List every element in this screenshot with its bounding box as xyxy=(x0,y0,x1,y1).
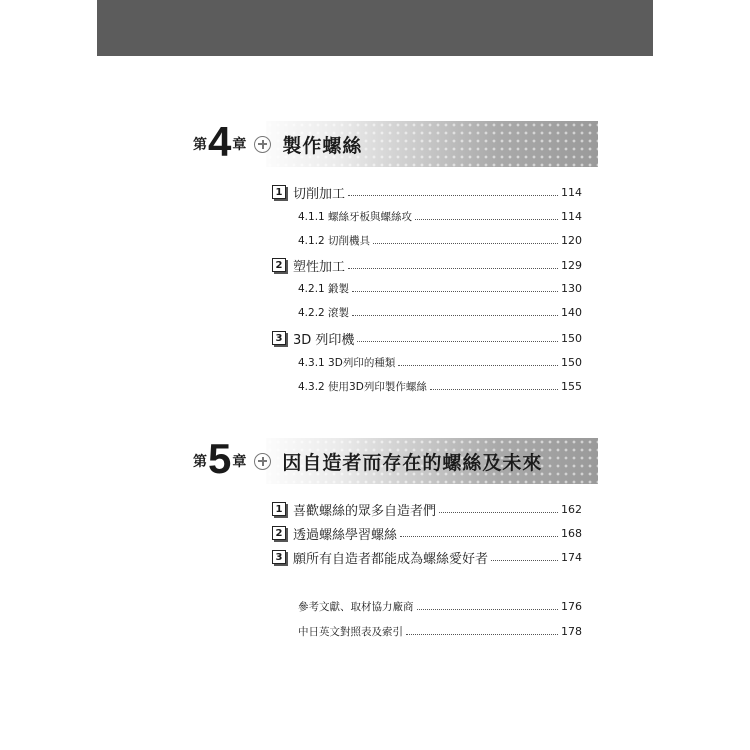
plus-circle-icon xyxy=(254,453,271,470)
dot-leader xyxy=(415,219,558,220)
toc-section-5-1[interactable] xyxy=(272,499,582,519)
chapter-number: 5 xyxy=(208,435,231,482)
page-number: 168 xyxy=(561,526,582,540)
chapter-prefix: 第 xyxy=(193,454,207,470)
subsection-title: 4.1.1 螺絲牙板與螺絲攻 xyxy=(298,210,413,223)
section-title: 3D 列印機 xyxy=(293,332,355,348)
section-number-badge: 3 xyxy=(272,331,286,345)
page-number: 129 xyxy=(561,258,582,272)
page-number: 155 xyxy=(561,379,582,393)
dot-leader xyxy=(352,291,558,292)
dot-leader xyxy=(348,268,558,269)
page-number: 174 xyxy=(561,550,582,564)
dot-leader xyxy=(398,365,558,366)
page-header-bar xyxy=(97,0,653,56)
section-number-badge: 1 xyxy=(272,502,286,516)
toc-subsection-4-1-2[interactable] xyxy=(298,230,582,250)
chapter-5-heading xyxy=(193,435,543,484)
dot-leader xyxy=(357,341,558,342)
page-number: 178 xyxy=(561,624,582,638)
chapter-4-heading xyxy=(193,118,363,167)
dot-leader xyxy=(406,634,558,635)
page-number: 120 xyxy=(561,233,582,247)
section-number-badge: 1 xyxy=(272,185,286,199)
section-title: 塑性加工 xyxy=(293,259,346,275)
subsection-title: 4.3.2 使用3D列印製作螺絲 xyxy=(298,380,427,393)
subsection-title: 4.2.2 滾製 xyxy=(298,306,350,319)
page-number: 114 xyxy=(561,185,582,199)
chapter-number: 4 xyxy=(208,118,231,165)
toc-section-5-2[interactable] xyxy=(272,523,582,543)
section-title: 願所有自造者都能成為螺絲愛好者 xyxy=(293,551,489,567)
toc-section-5-3[interactable] xyxy=(272,547,582,567)
dot-leader xyxy=(491,560,558,561)
section-title: 切削加工 xyxy=(293,186,346,202)
page-number: 150 xyxy=(561,355,582,369)
plus-circle-icon xyxy=(254,136,271,153)
toc-appendix-index[interactable] xyxy=(298,621,582,641)
section-title: 喜歡螺絲的眾多自造者們 xyxy=(293,503,437,519)
appendix-title: 參考文獻、取材協力廠商 xyxy=(298,600,414,613)
chapter-prefix: 第 xyxy=(193,137,207,153)
chapter-suffix: 章 xyxy=(232,137,247,153)
page-number: 140 xyxy=(561,305,582,319)
dot-leader xyxy=(400,536,558,537)
page-number: 162 xyxy=(561,502,582,516)
page-number: 130 xyxy=(561,281,582,295)
toc-section-4-2[interactable] xyxy=(272,255,582,275)
page-number: 150 xyxy=(561,331,582,345)
subsection-title: 4.1.2 切削機具 xyxy=(298,234,371,247)
page-number: 176 xyxy=(561,599,582,613)
subsection-title: 4.2.1 鍛製 xyxy=(298,282,350,295)
dot-leader xyxy=(430,389,558,390)
dot-leader xyxy=(373,243,558,244)
toc-subsection-4-1-1[interactable] xyxy=(298,206,582,226)
toc-appendix-references[interactable] xyxy=(298,596,582,616)
chapter-suffix: 章 xyxy=(232,454,247,470)
subsection-title: 4.3.1 3D列印的種類 xyxy=(298,356,396,369)
toc-subsection-4-3-2[interactable] xyxy=(298,376,582,396)
section-number-badge: 3 xyxy=(272,550,286,564)
section-number-badge: 2 xyxy=(272,526,286,540)
dot-leader xyxy=(439,512,558,513)
toc-section-4-3[interactable] xyxy=(272,328,582,348)
dot-leader xyxy=(352,315,558,316)
appendix-title: 中日英文對照表及索引 xyxy=(298,625,403,638)
toc-section-4-1[interactable] xyxy=(272,182,582,202)
dot-leader xyxy=(348,195,558,196)
page-number: 114 xyxy=(561,209,582,223)
section-number-badge: 2 xyxy=(272,258,286,272)
chapter-title: 製作螺絲 xyxy=(282,134,363,157)
section-title: 透過螺絲學習螺絲 xyxy=(293,527,398,543)
toc-subsection-4-3-1[interactable] xyxy=(298,352,582,372)
dot-leader xyxy=(417,609,559,610)
chapter-title: 因自造者而存在的螺絲及未來 xyxy=(282,451,543,474)
toc-subsection-4-2-2[interactable] xyxy=(298,302,582,322)
toc-subsection-4-2-1[interactable] xyxy=(298,278,582,298)
